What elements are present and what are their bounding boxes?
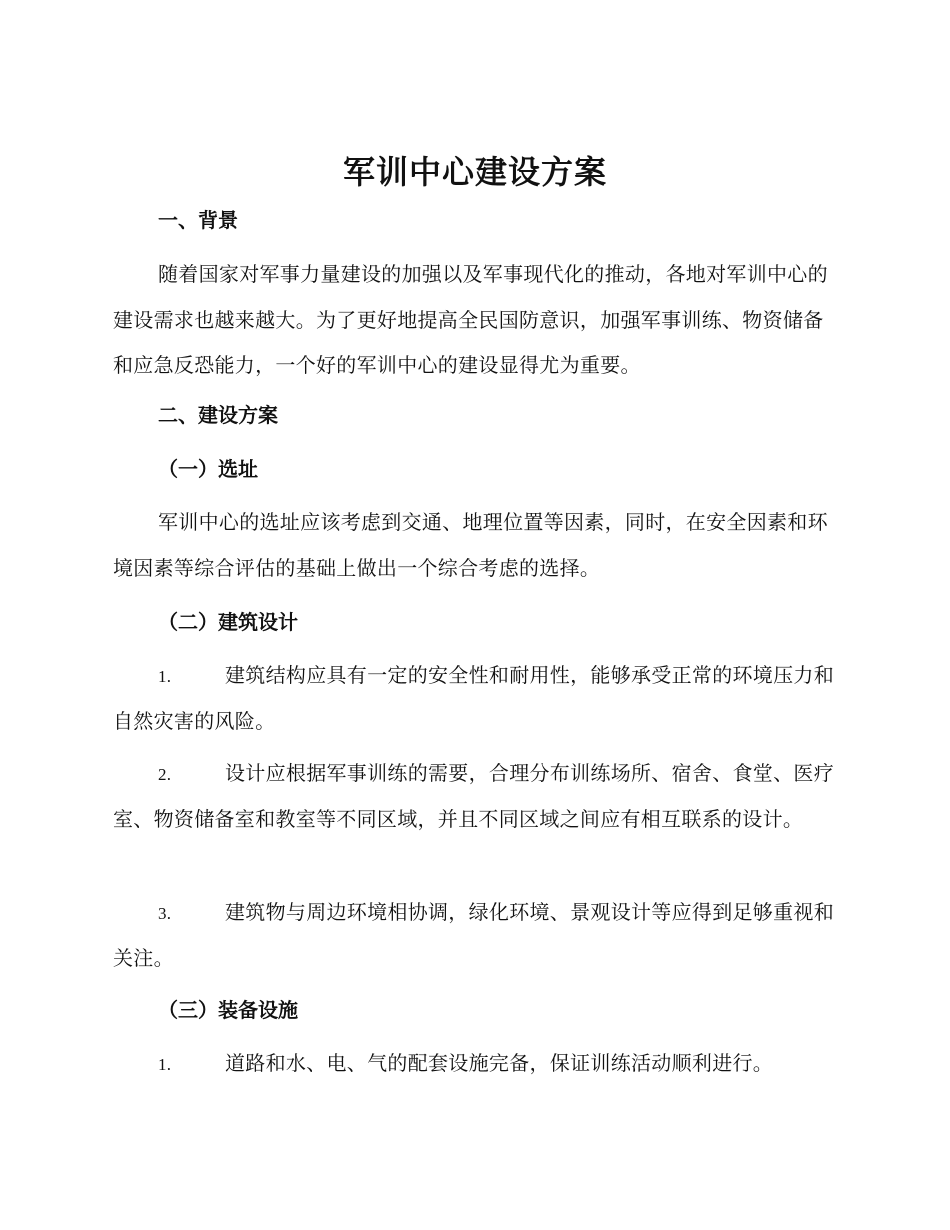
document-title: 军训中心建设方案 — [342, 153, 607, 191]
paragraph-site: 军训中心的选址应该考虑到交通、地理位置等因素，同时，在安全因素和环境因素等综合评估的基础上做出一个综合考虑的选择。 — [113, 510, 828, 580]
section-heading-background: 一、背景 — [158, 208, 238, 232]
list-item-text: 设计应根据军事训练的需要，合理分布训练场所、宿舍、食堂、医疗室、物资储备室和教室等不同区域，并且不同区域之间应有相互联系的设计。 — [113, 761, 834, 831]
section-heading-plan: 二、建设方案 — [158, 403, 278, 427]
subheading-architecture: （二）建筑设计 — [158, 610, 298, 634]
list-item — [113, 653, 835, 744]
paragraph-background: 随着国家对军事力量建设的加强以及军事现代化的推动，各地对军训中心的建设需求也越来越大。为了更好地提高全民国防意识，加强军事训练、物资储备和应急反恐能力，一个好的军训中心的建设显得尤为重要。 — [113, 262, 828, 377]
list-item-number: 2. — [158, 765, 172, 784]
subheading-site: （一）选址 — [158, 457, 258, 481]
list-item-number: 1. — [158, 1055, 172, 1074]
list-item-text: 道路和水、电、气的配套设施完备，保证训练活动顺利进行。 — [225, 1051, 774, 1075]
list-item-number: 1. — [158, 667, 172, 686]
list-item-text: 建筑结构应具有一定的安全性和耐用性，能够承受正常的环境压力和自然灾害的风险。 — [113, 663, 834, 733]
list-item — [113, 890, 835, 981]
list-item-text: 建筑物与周边环境相协调，绿化环境、景观设计等应得到足够重视和关注。 — [113, 900, 834, 970]
subheading-equipment: （三）装备设施 — [158, 998, 298, 1022]
list-item — [113, 1041, 835, 1087]
list-item-number: 3. — [158, 904, 172, 923]
list-item — [113, 751, 835, 842]
